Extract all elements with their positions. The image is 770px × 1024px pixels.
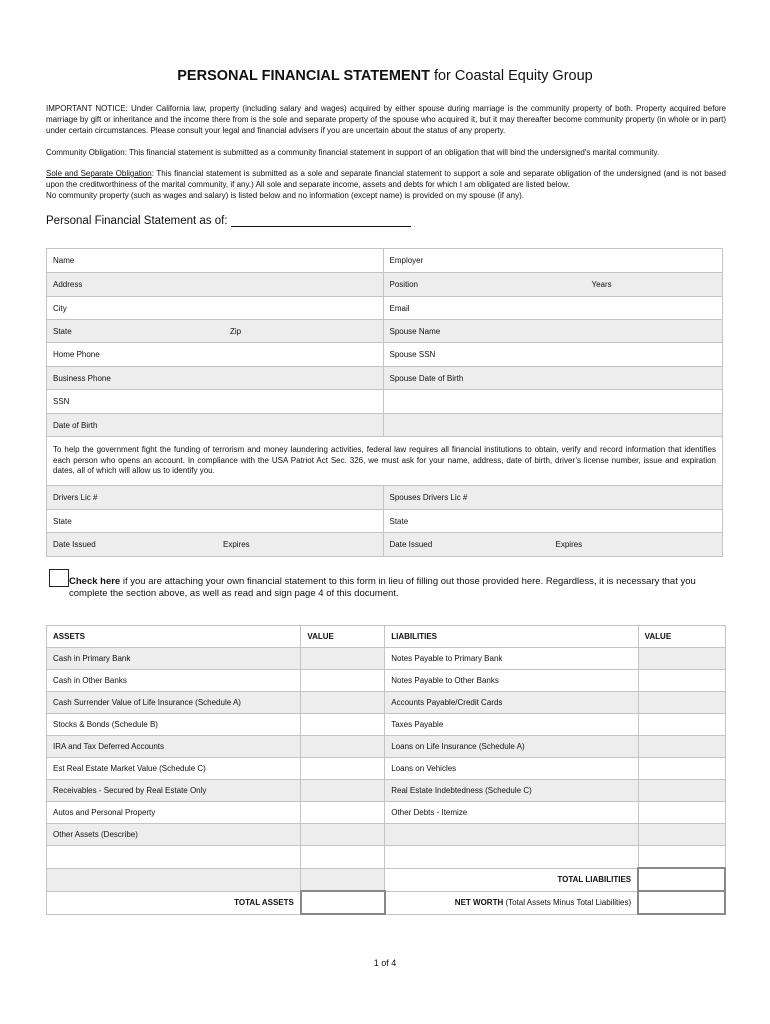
liability-value-input[interactable] <box>638 692 725 714</box>
dob-field[interactable] <box>47 414 384 437</box>
as-of-date-field[interactable] <box>231 214 411 227</box>
blank-field-2[interactable] <box>383 414 723 437</box>
table-row <box>47 670 726 692</box>
community-obligation: Community Obligation: This financial statement is submitted as a community financial statement in support of an obligation that will bind the undersigned's marital community. <box>46 148 660 157</box>
spouse-name-field[interactable] <box>383 320 723 343</box>
value-header: VALUE <box>301 626 385 648</box>
asset-label: Cash in Primary Bank <box>47 648 301 670</box>
table-row <box>47 714 726 736</box>
sole-text-2: No community property (such as wages and salary) is listed below and no information (except name) is provided on my spouse (if any). <box>46 191 524 200</box>
email-field[interactable] <box>383 297 723 320</box>
table-row <box>47 846 726 869</box>
date-issued-label: Date Issued <box>53 540 96 549</box>
dl-state-label: State <box>53 516 72 526</box>
employer-label: Employer <box>389 256 424 265</box>
dl-state-field[interactable] <box>47 510 384 533</box>
value-header-2: VALUE <box>638 626 725 648</box>
net-worth-label <box>385 891 638 914</box>
net-worth-value[interactable] <box>638 891 725 914</box>
spouse-dl-state-field[interactable] <box>383 510 723 533</box>
dl-dates-field[interactable] <box>47 533 384 557</box>
employer-field[interactable] <box>383 249 723 273</box>
asset-label: Est Real Estate Market Value (Schedule C) <box>47 758 301 780</box>
blank-asset-cell[interactable] <box>47 868 301 891</box>
table-row <box>47 758 726 780</box>
asset-value-input[interactable] <box>301 648 385 670</box>
business-phone-label: Business Phone <box>53 373 111 383</box>
asset-label: Cash in Other Banks <box>47 670 301 692</box>
assets-header: ASSETS <box>47 626 301 648</box>
business-phone-field[interactable] <box>47 367 384 390</box>
asset-label: Stocks & Bonds (Schedule B) <box>47 714 301 736</box>
spouse-drivers-lic-field[interactable] <box>383 486 723 510</box>
liability-label: Loans on Vehicles <box>385 758 638 780</box>
asset-value-input[interactable] <box>301 824 385 846</box>
total-liabilities-value[interactable] <box>638 868 725 891</box>
asset-value-input[interactable] <box>301 780 385 802</box>
spouse-dl-dates-field[interactable] <box>383 533 723 557</box>
liability-value-input[interactable] <box>638 670 725 692</box>
sole-text: : This financial statement is submitted as a sole and separate financial statement to support a sole and separate obligation of the undersigned (and is not based upon the creditworthiness of the marital community, if any.) All sole and separate income, assets and debts for which I am obligated are listed below. <box>46 169 726 189</box>
table-row <box>47 824 726 846</box>
asset-value-input[interactable] <box>301 758 385 780</box>
spouse-dob-field[interactable] <box>383 367 723 390</box>
liability-value-input[interactable] <box>638 714 725 736</box>
position-label: Position <box>389 280 418 289</box>
table-row <box>47 802 726 824</box>
liability-label <box>385 824 638 846</box>
ssn-label: SSN <box>53 397 70 406</box>
asset-label: Receivables - Secured by Real Estate Only <box>47 780 301 802</box>
state-zip-field[interactable] <box>47 320 384 343</box>
state-label: State <box>53 326 72 336</box>
asset-value-input[interactable] <box>301 692 385 714</box>
check-here-bold: Check here <box>69 576 121 587</box>
liability-value-input[interactable] <box>638 780 725 802</box>
net-worth-rest: (Total Assets Minus Total Liabilities) <box>503 898 632 907</box>
table-row <box>47 648 726 670</box>
assets-liabilities-table <box>46 625 726 915</box>
zip-label: Zip <box>230 326 242 336</box>
asset-label: IRA and Tax Deferred Accounts <box>47 736 301 758</box>
as-of-label: Personal Financial Statement as of: <box>46 215 228 227</box>
page-number: 1 of 4 <box>373 958 397 968</box>
ssn-field[interactable] <box>47 390 384 414</box>
page-title <box>0 68 770 84</box>
years-label: Years <box>591 280 612 289</box>
liability-value-input[interactable] <box>638 824 725 846</box>
table-row <box>47 868 726 891</box>
table-row <box>47 692 726 714</box>
blank-field[interactable] <box>383 390 723 414</box>
attach-statement-checkbox[interactable] <box>49 569 69 587</box>
liability-label: Accounts Payable/Credit Cards <box>385 692 638 714</box>
home-phone-field[interactable] <box>47 343 384 367</box>
liability-value-input[interactable] <box>638 802 725 824</box>
asset-value-input[interactable] <box>301 802 385 824</box>
dob-label: Date of Birth <box>53 420 98 430</box>
spouse-date-issued-label: Date Issued <box>389 540 433 549</box>
liability-label: Notes Payable to Other Banks <box>385 670 638 692</box>
check-here-rest: if you are attaching your own financial statement to this form in lieu of filling out those provided here. Regardless, it is necessary that you complete the section above, as well as read and sign page 4 of this document. <box>69 576 696 599</box>
liability-label: Real Estate Indebtedness (Schedule C) <box>385 780 638 802</box>
spouse-name-label: Spouse Name <box>389 326 441 336</box>
asset-value-input[interactable] <box>301 714 385 736</box>
city-label: City <box>53 303 67 313</box>
asset-label: Autos and Personal Property <box>47 802 301 824</box>
asset-value-input[interactable] <box>301 846 385 869</box>
sole-separate-obligation <box>46 168 726 201</box>
spouse-drivers-lic-label: Spouses Drivers Lic # <box>389 493 468 502</box>
asset-label <box>47 846 301 869</box>
expires-label: Expires <box>223 540 250 549</box>
address-field[interactable] <box>47 273 384 297</box>
spouse-dl-state-label: State <box>389 516 409 526</box>
city-field[interactable] <box>47 297 384 320</box>
table-row <box>47 891 726 914</box>
statement-as-of <box>46 214 411 227</box>
liability-label: Taxes Payable <box>385 714 638 736</box>
name-label: Name <box>53 256 75 265</box>
spouse-expires-label: Expires <box>555 540 583 549</box>
name-field[interactable] <box>47 249 384 273</box>
total-liabilities-label: TOTAL LIABILITIES <box>385 868 638 891</box>
liability-value-input[interactable] <box>638 758 725 780</box>
address-label: Address <box>53 280 83 289</box>
position-field[interactable] <box>383 273 723 297</box>
title-rest: for Coastal Equity Group <box>429 68 593 84</box>
sole-label: Sole and Separate Obligation <box>46 169 152 178</box>
table-row <box>47 780 726 802</box>
net-worth-bold: NET WORTH <box>454 898 504 907</box>
total-assets-value[interactable] <box>301 891 385 914</box>
liability-value-input[interactable] <box>638 736 725 758</box>
spouse-dob-label: Spouse Date of Birth <box>389 373 464 383</box>
asset-label: Cash Surrender Value of Life Insurance (Schedule A) <box>47 692 301 714</box>
liability-value-input[interactable] <box>638 846 725 869</box>
email-label: Email <box>389 303 410 313</box>
liability-label: Notes Payable to Primary Bank <box>385 648 638 670</box>
home-phone-label: Home Phone <box>53 350 100 359</box>
spouse-ssn-label: Spouse SSN <box>389 350 436 359</box>
asset-label: Other Assets (Describe) <box>47 824 301 846</box>
drivers-lic-field[interactable] <box>47 486 384 510</box>
asset-value-input[interactable] <box>301 670 385 692</box>
personal-info-table <box>46 248 723 557</box>
liability-value-input[interactable] <box>638 648 725 670</box>
liabilities-header: LIABILITIES <box>385 626 638 648</box>
liability-label: Other Debts - Itemize <box>385 802 638 824</box>
asset-value-input[interactable] <box>301 736 385 758</box>
important-notice: IMPORTANT NOTICE: Under California law, property (including salary and wages) acquired by either spouse during marriage is the community property of both. Property acquired before marriage by gift or inheritance and the income there from is the sole and separate property of the spouse who acquired it, but it may thereafter become community property (in whole or in part) under certain circumstances. Please consult your legal and financial advisers if you are uncertain about the status of any property. <box>46 104 726 135</box>
table-row <box>47 736 726 758</box>
liability-label <box>385 846 638 869</box>
total-assets-label: TOTAL ASSETS <box>47 891 301 914</box>
liability-label: Loans on Life Insurance (Schedule A) <box>385 736 638 758</box>
blank-asset-value[interactable] <box>301 868 385 891</box>
drivers-lic-label: Drivers Lic # <box>53 493 98 502</box>
spouse-ssn-field[interactable] <box>383 343 723 367</box>
check-here-text <box>69 576 729 600</box>
patriot-act-notice: To help the government fight the funding of terrorism and money laundering activities, federal law requires all financial institutions to obtain, verify and record information that identifies each person who opens an account. In compliance with the USA Patriot Act Sec. 326, we must ask for your name, address, date of birth, driver’s license number, issue and expiration dates, all of which will allow us to identify you. <box>47 437 723 486</box>
title-bold: PERSONAL FINANCIAL STATEMENT <box>177 68 430 84</box>
